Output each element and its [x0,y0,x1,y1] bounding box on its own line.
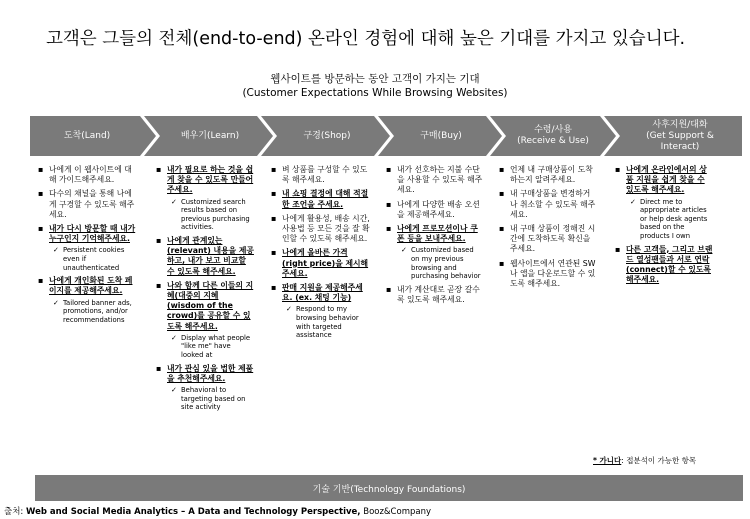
expectation-list [626,165,714,285]
legend-marker: * 가니다 [593,456,622,465]
detail-item: ✓ Customized search results based on previous purchasing activities. [181,198,255,232]
expectation-text: 웹사이트에서 연관된 SW나 앱을 다운로드할 수 있도록 해주세요. [510,258,596,289]
expectation-text: 나에게 다양한 배송 오션을 제공해주세요. [397,199,480,219]
column-buy [397,165,483,309]
stage-label-buy: 구매(Buy) [420,130,462,141]
source-title: Web and Social Media Analytics – A Data and Technology Perspective, [26,507,361,517]
expectation-text: 내가 계산대로 곧장 갈수록 있도록 해주세요. [397,284,480,304]
expectation-text: 내가 관심 있을 법한 제품을 추천해주세요. [167,363,254,383]
expectation-text: 다수의 채널을 통해 나에게 구경할 수 있도록 해주세요. [49,189,135,219]
expectation-text: 벼 상품를 구성할 수 있도록 해주세요. [282,165,368,185]
expectation-item [626,165,714,241]
expectation-text: 나에게 프로모션이나 쿠폰 등을 보내주세요. [397,224,478,244]
expectation-text: 내 구매 상품이 정해진 시간에 도착하도록 확신을 주세요. [510,224,596,254]
expectation-list [167,165,255,412]
detail-item: ✓ Respond to my browsing behavior with targeted assistance [296,305,370,339]
expectation-item [282,248,370,279]
stage-label-learn: 배우기(Learn) [180,130,240,141]
expectation-text: 내가 선호하는 지불 수단을 사용할 수 있도록 해주세요. [397,165,483,195]
diagram-subtitle [0,72,750,100]
expectation-text: 나와 함께 다른 이들의 지혜(대중의 지혜(wisdom of the crowd)를 공유할 수 있도록 해주세요. [167,280,254,331]
source-citation [4,505,431,517]
subtitle-korean: 웹사이트를 방문하는 동안 고객이 가지는 기대 [270,73,480,85]
expectation-text: 나에게 온라인에서의 상품 지원을 쉽게 찾을 수 있도록 해주세요. [626,165,707,195]
expectation-text: 내가 필요로 하는 것을 쉽게 찾을 수 있도록 만들어주세요. [167,165,254,195]
column-learn [167,165,255,416]
expectation-item [282,165,370,185]
expectation-text: 나에게 관계있는(relevant) 내용을 제공하고, 내가 보고 비교할 수 있도록 해주세요. [167,235,254,276]
expectation-list [282,165,370,340]
expectation-item [167,165,255,232]
expectation-item [510,189,596,220]
stage-label-receive-use: 수령/사용 (Receive & Use) [517,125,589,146]
expectation-item [397,224,483,281]
expectation-text: 나에게 개인화된 도착 페이지를 제공해주세요. [49,276,133,296]
expectation-text: 다른 고객들, 그리고 브랜드 열성팬들과 서로 연락(connect)할 수 있도록 해주세요. [626,244,713,285]
expectation-item [626,245,714,286]
stage-label-shop: 구경(Shop) [303,130,351,141]
expectation-item [510,259,596,290]
column-support [626,165,714,289]
detail-item: ✓ Direct me to appropriate articles or help desk agents based on the products I own [640,198,714,241]
expectation-item [510,165,596,185]
expectation-item [49,189,137,220]
source-prefix: 출처: [4,507,24,517]
detail-item: ✓ Display what people "like me" have looked at [181,334,255,360]
legend-text: : 접분석이 가능한 항목 [621,456,697,465]
expectation-item [167,364,255,412]
expectation-list [397,165,483,305]
page-title: 고객은 그들의 전체(end-to-end) 온라인 경험에 대해 높은 기대를 가지고 있습니다. [46,29,686,49]
expectation-item [282,189,370,209]
expectation-text: 내가 다시 방문할 때 내가 누구인지 기억해주세요. [49,224,136,244]
stage-label-land: 도착(Land) [63,130,111,141]
detail-list [63,299,137,325]
detail-list [63,246,137,272]
expectation-item [167,236,255,277]
expectation-item [397,285,483,305]
expectation-list [510,165,596,289]
expectation-item [282,283,370,340]
expectation-item [49,224,137,272]
detail-item: ✓ Persistent cookies even if unauthenticated [63,246,137,272]
expectation-text: 내 쇼핑 결정에 대해 적절한 조언을 주세요. [282,189,369,209]
detail-list [640,198,714,241]
expectation-text: 나에게 활용성, 배송 시간, 사용법 등 모든 것을 잘 확인할 수 있도록 해주세요. [282,213,370,244]
detail-list [181,334,255,360]
expectation-text: 내 구매상품을 변경하거나 취소할 수 있도록 해주세요. [510,189,596,219]
detail-item: ✓ Tailored banner ads, promotions, and/or recommendations [63,299,137,325]
detail-list [181,198,255,232]
expectation-item [397,165,483,196]
expectation-item [397,200,483,220]
column-land [49,165,137,328]
source-publisher: Booz&Company [363,507,431,517]
column-receive-use [510,165,596,293]
expectation-item [167,281,255,360]
expectation-item [282,214,370,245]
expectation-text: 나에게 올바른 가격(right price)을 제시해주세요. [282,248,369,278]
expectation-item [49,165,137,185]
expectation-text: 판매 지원을 제공해주세요. (ex. 채팅 기능) [282,283,363,303]
expectation-text: 나에게 이 웹사이트에 대해 가이드해주세요. [49,165,132,185]
detail-list [411,246,483,280]
detail-item: ✓ Customized based on my previous browsing and purchasing behavior [411,246,483,280]
stage-label-support: 사후지원/대화 (Get Support & Interact) [646,119,714,152]
technology-foundations-bar: 기술 기반(Technology Foundations) [35,475,743,501]
subtitle-english: (Customer Expectations While Browsing Websites) [242,87,508,99]
column-shop [282,165,370,344]
legend-note [593,455,696,466]
detail-list [296,305,370,339]
expectation-item [49,276,137,324]
expectation-item [510,224,596,255]
detail-list [181,386,255,412]
expectation-text: 언제 내 구매상품이 도착하는지 알려주세요. [510,165,593,185]
expectation-list [49,165,137,324]
detail-item: ✓ Behavioral to targeting based on site activity [181,386,255,412]
